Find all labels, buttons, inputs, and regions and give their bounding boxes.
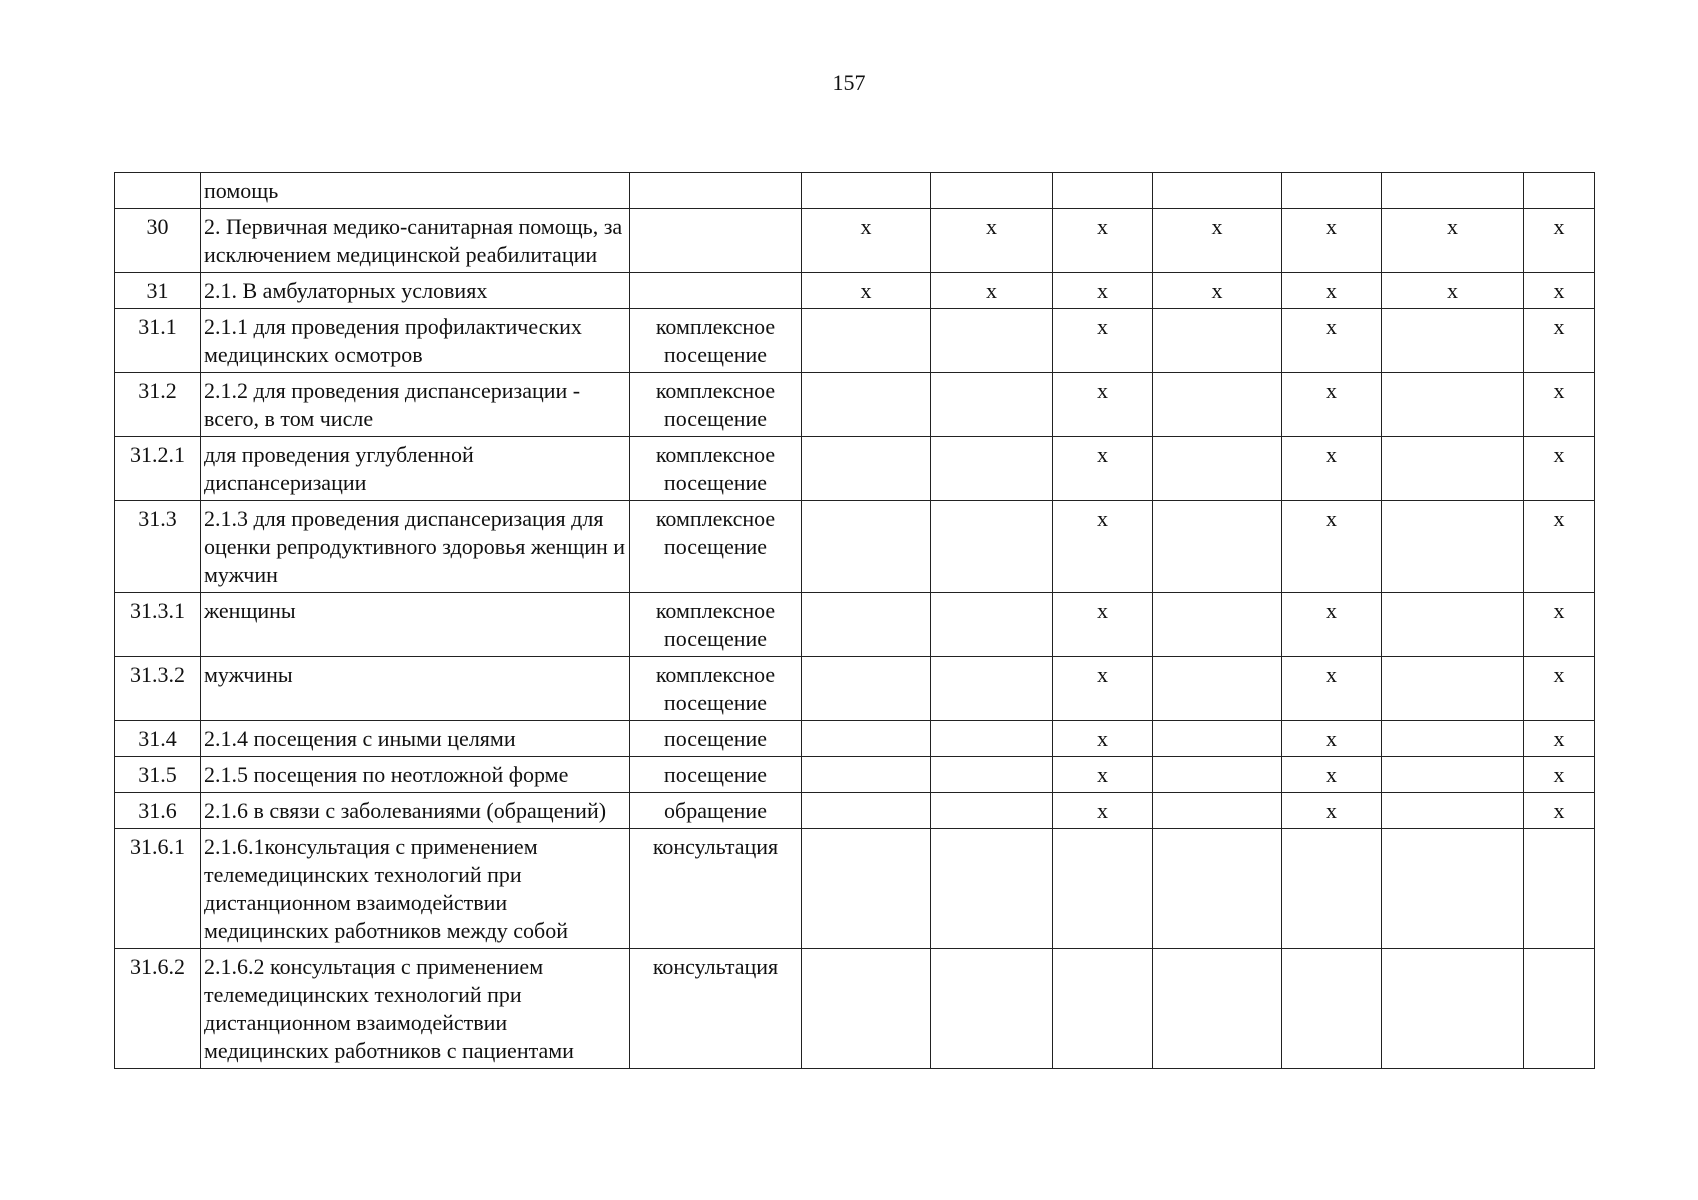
row-mark-cell: х [1053,721,1153,757]
row-mark-cell [802,657,931,721]
row-number-cell: 31.6.2 [115,949,201,1069]
row-name-cell: 2.1.6 в связи с заболеваниями (обращений) [201,793,630,829]
row-mark-cell [1382,593,1524,657]
row-name-cell: помощь [201,173,630,209]
row-mark-cell [1524,949,1595,1069]
row-mark-cell: х [1282,793,1382,829]
row-number-cell: 31.3.1 [115,593,201,657]
row-unit-cell: консультация [630,949,802,1069]
row-mark-cell [931,949,1053,1069]
row-mark-cell [1153,721,1282,757]
row-mark-cell [802,437,931,501]
row-mark-cell: х [802,273,931,309]
row-mark-cell: х [1524,309,1595,373]
row-mark-cell [802,173,931,209]
data-table [114,172,1595,1069]
row-mark-cell: х [1282,657,1382,721]
row-name-cell: для проведения углубленной диспансеризации [201,437,630,501]
row-number-cell: 31.4 [115,721,201,757]
row-unit-cell [630,273,802,309]
row-mark-cell [1382,173,1524,209]
row-mark-cell [931,757,1053,793]
row-name-cell: женщины [201,593,630,657]
row-name-cell: 2.1.3 для проведения диспансеризация для оценки репродуктивного здоровья женщин и мужчин [201,501,630,593]
row-mark-cell: х [1524,273,1595,309]
row-mark-cell [931,829,1053,949]
row-mark-cell [1382,437,1524,501]
row-mark-cell [802,757,931,793]
row-unit-cell: посещение [630,721,802,757]
row-name-cell: 2.1.5 посещения по неотложной форме [201,757,630,793]
row-name-cell: 2.1.6.1консультация с применением телемедицинских технологий при дистанционном взаимодействии медицинских работников между собой [201,829,630,949]
table-row [115,373,1595,437]
row-mark-cell [931,657,1053,721]
row-mark-cell [1282,949,1382,1069]
row-mark-cell: х [1282,593,1382,657]
row-number-cell: 31.1 [115,309,201,373]
table-row [115,793,1595,829]
table-row [115,949,1595,1069]
row-mark-cell [802,793,931,829]
row-mark-cell: х [1524,209,1595,273]
row-mark-cell [1282,173,1382,209]
row-mark-cell: х [1053,209,1153,273]
row-name-cell: 2.1.6.2 консультация с применением телемедицинских технологий при дистанционном взаимодействии медицинских работников с пациентами [201,949,630,1069]
row-mark-cell: х [1282,437,1382,501]
row-unit-cell: консультация [630,829,802,949]
row-mark-cell [1382,829,1524,949]
row-mark-cell [1153,757,1282,793]
row-mark-cell [1382,309,1524,373]
row-mark-cell [931,501,1053,593]
row-name-cell: 2.1.4 посещения с иными целями [201,721,630,757]
table-row [115,173,1595,209]
row-number-cell: 31.3 [115,501,201,593]
row-mark-cell [1153,309,1282,373]
row-mark-cell: х [1053,373,1153,437]
table-row [115,501,1595,593]
row-mark-cell [1382,721,1524,757]
row-mark-cell: х [1282,309,1382,373]
row-mark-cell: х [1524,657,1595,721]
table-row [115,309,1595,373]
row-mark-cell [931,309,1053,373]
row-unit-cell [630,209,802,273]
row-name-cell: 2.1.2 для проведения диспансеризации - всего, в том числе [201,373,630,437]
row-mark-cell [1382,501,1524,593]
row-number-cell [115,173,201,209]
row-number-cell: 31.5 [115,757,201,793]
row-mark-cell [1153,829,1282,949]
row-mark-cell: х [1524,593,1595,657]
row-mark-cell: х [1524,501,1595,593]
row-mark-cell [1524,829,1595,949]
row-mark-cell: х [1053,501,1153,593]
row-unit-cell: комплексное посещение [630,437,802,501]
row-unit-cell [630,173,802,209]
table-row [115,757,1595,793]
row-unit-cell: комплексное посещение [630,593,802,657]
row-number-cell: 31.3.2 [115,657,201,721]
row-mark-cell [802,829,931,949]
row-mark-cell: х [1053,793,1153,829]
row-mark-cell [931,593,1053,657]
row-mark-cell: х [1282,209,1382,273]
row-mark-cell: х [1382,209,1524,273]
row-mark-cell [1153,793,1282,829]
table-body [115,173,1595,1069]
row-mark-cell [1153,593,1282,657]
row-mark-cell [802,593,931,657]
row-mark-cell [802,373,931,437]
row-mark-cell: х [1282,373,1382,437]
row-mark-cell [802,949,931,1069]
row-name-cell: 2. Первичная медико-санитарная помощь, за исключением медицинской реабилитации [201,209,630,273]
row-mark-cell: х [1282,721,1382,757]
row-unit-cell: обращение [630,793,802,829]
row-mark-cell: х [1053,757,1153,793]
row-mark-cell [1382,373,1524,437]
row-unit-cell: комплексное посещение [630,373,802,437]
row-mark-cell: х [1053,437,1153,501]
table-row [115,209,1595,273]
row-mark-cell: х [1153,209,1282,273]
row-mark-cell [1153,657,1282,721]
row-unit-cell: комплексное посещение [630,657,802,721]
row-mark-cell [1382,657,1524,721]
row-mark-cell: х [1524,373,1595,437]
row-mark-cell: х [1524,721,1595,757]
row-mark-cell: х [1053,593,1153,657]
row-mark-cell: х [1524,437,1595,501]
row-unit-cell: посещение [630,757,802,793]
row-mark-cell [1053,949,1153,1069]
row-mark-cell: х [931,273,1053,309]
row-mark-cell [802,309,931,373]
row-mark-cell [1153,501,1282,593]
row-mark-cell [931,721,1053,757]
row-mark-cell [1053,829,1153,949]
row-mark-cell [1382,757,1524,793]
row-mark-cell: х [931,209,1053,273]
row-mark-cell [1153,949,1282,1069]
row-mark-cell: х [1282,501,1382,593]
table-row [115,657,1595,721]
row-mark-cell [1053,173,1153,209]
row-mark-cell: х [1282,757,1382,793]
row-mark-cell: х [1282,273,1382,309]
row-mark-cell [931,173,1053,209]
row-mark-cell [1382,949,1524,1069]
table-row [115,829,1595,949]
table-row [115,721,1595,757]
row-mark-cell [1153,173,1282,209]
row-number-cell: 31.2 [115,373,201,437]
row-mark-cell [1382,793,1524,829]
row-mark-cell [1524,173,1595,209]
row-mark-cell: х [1524,757,1595,793]
row-number-cell: 30 [115,209,201,273]
page-number: 157 [832,70,866,95]
row-mark-cell: х [802,209,931,273]
row-mark-cell [931,437,1053,501]
table-row [115,437,1595,501]
row-mark-cell [931,373,1053,437]
row-name-cell: 2.1.1 для проведения профилактических медицинских осмотров [201,309,630,373]
table-row [115,273,1595,309]
row-mark-cell: х [1524,793,1595,829]
row-mark-cell: х [1382,273,1524,309]
row-mark-cell [1282,829,1382,949]
row-mark-cell [1153,437,1282,501]
row-number-cell: 31 [115,273,201,309]
row-mark-cell [1153,373,1282,437]
row-number-cell: 31.6.1 [115,829,201,949]
row-number-cell: 31.2.1 [115,437,201,501]
row-number-cell: 31.6 [115,793,201,829]
row-mark-cell: х [1153,273,1282,309]
row-mark-cell: х [1053,273,1153,309]
row-mark-cell [802,501,931,593]
table-row [115,593,1595,657]
row-mark-cell: х [1053,309,1153,373]
row-mark-cell [931,793,1053,829]
row-unit-cell: комплексное посещение [630,309,802,373]
row-unit-cell: комплексное посещение [630,501,802,593]
row-mark-cell [802,721,931,757]
row-name-cell: мужчины [201,657,630,721]
row-mark-cell: х [1053,657,1153,721]
row-name-cell: 2.1. В амбулаторных условиях [201,273,630,309]
